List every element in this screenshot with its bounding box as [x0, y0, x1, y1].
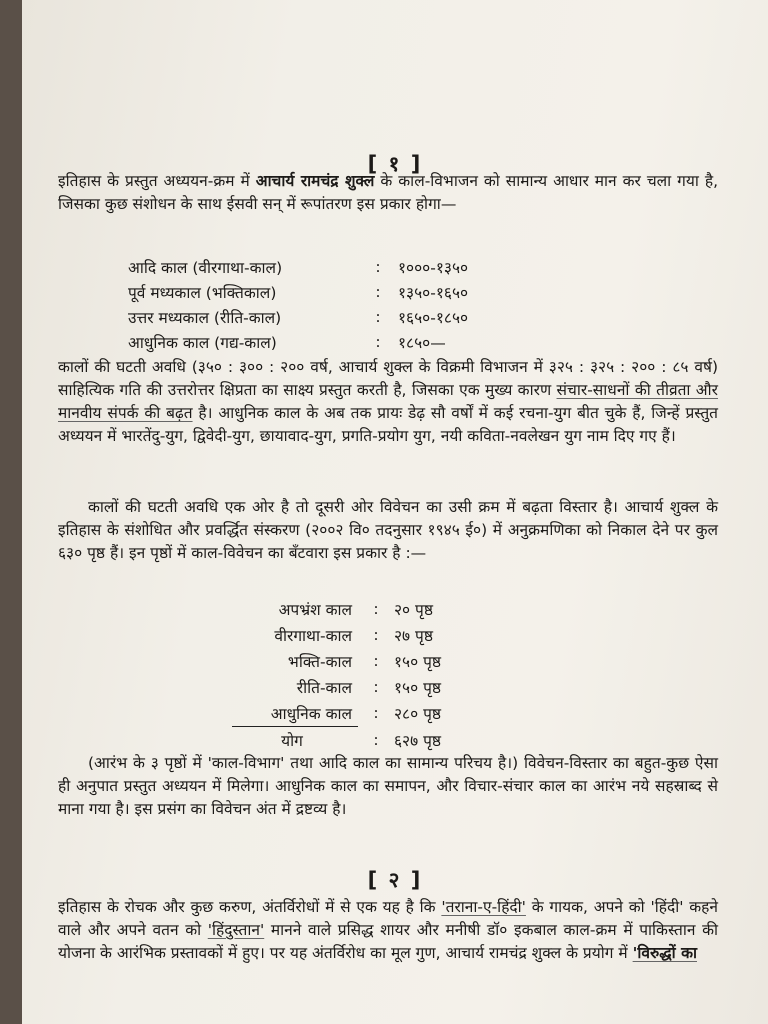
period-duration-paragraph	[58, 356, 718, 448]
total-sep: :	[373, 730, 379, 749]
period-name: आदि काल (वीरगाथा-काल)	[128, 258, 283, 277]
page-row	[232, 700, 494, 727]
intro-text: इतिहास के प्रस्तुत अध्ययन-क्रम में	[58, 172, 256, 190]
era-sep: :	[373, 652, 379, 670]
era-name: रीति-काल	[296, 679, 352, 697]
era-page-count: २० पृष्ठ	[394, 601, 433, 619]
period-row	[128, 254, 518, 279]
page-row	[232, 648, 494, 674]
book-page	[22, 0, 768, 1024]
expansion-paragraph: कालों की घटती अवधि एक ओर है तो दूसरी ओर विवेचन का उसी क्रम में बढ़ता विस्तार है। आचार्य शुक्ल के इतिहास के संशोधित और प्रवर्द्धित संस्करण (२००२ वि० तदनुसार १९४५ ई०) में अनुक्रमणिका को निकाल देने पर कुल ६३० पृष्ठ हैं। इन पृष्ठों में काल-विवेचन का बँटवारा इस प्रकार है :—	[58, 498, 718, 562]
period-row	[128, 304, 518, 329]
page-distribution-table	[232, 596, 494, 753]
era-page-count: १५० पृष्ठ	[394, 653, 442, 671]
period-table	[128, 254, 518, 354]
era-sep: :	[373, 626, 379, 644]
contradiction-text-b: के गायक, अपने को 'हिंदी' कहने वाले और अपने वतन को	[58, 898, 718, 939]
intro-paragraph	[58, 170, 718, 216]
period-range: १०००-१३५०	[398, 258, 469, 277]
era-page-count: २७ पृष्ठ	[394, 627, 433, 645]
total-label: योग	[232, 727, 358, 754]
era-name: वीरगाथा-काल	[274, 627, 352, 645]
period-sep: :	[375, 307, 381, 326]
period-name: उत्तर मध्यकाल (रीति-काल)	[128, 308, 282, 327]
era-sep: :	[373, 678, 379, 696]
era-sep: :	[373, 704, 379, 723]
contradiction-text: इतिहास के रोचक और कुछ करुण, अंतर्विरोधों में से एक यह है कि	[58, 898, 442, 916]
era-page-count: २८० पृष्ठ	[394, 705, 442, 724]
period-range: १६५०-१८५०	[398, 308, 469, 327]
duration-text: कालों की घटती अवधि (३५० : ३०० : २०० वर्ष, आचार्य शुक्ल के विक्रमी विभाजन में ३२५ : ३२५ : २०० : ८५ वर्ष) साहित्यिक गति की उत्तरोत्तर क्षिप्रता का साक्ष्य प्रस्तुत करती है, जिसका एक मुख्य कारण	[58, 358, 718, 399]
duration-text-rest: है। आधुनिक काल के अब तक प्रायः डेढ़ सौ वर्षों में कई रचना-युग बीत चुके हैं, जिन्हें प्रस्तुत अध्ययन में भारतेंदु-युग, द्विवेदी-युग, छायावाद-युग, प्रगति-प्रयोग युग, नयी कविता-नवलेखन युग नाम दिए गए हैं।	[58, 404, 718, 445]
period-range: १३५०-१६५०	[398, 283, 469, 302]
page-row	[232, 596, 494, 622]
page-row	[232, 622, 494, 648]
era-page-count: १५० पृष्ठ	[394, 679, 442, 697]
section-heading-2: [ २ ]	[367, 868, 423, 892]
total-page-count: ६२७ पृष्ठ	[394, 731, 442, 750]
quoted-phrase: 'विरुद्धों का	[632, 944, 697, 962]
period-name: पूर्व मध्यकाल (भक्तिकाल)	[128, 283, 277, 302]
era-name: अपभ्रंश काल	[278, 601, 352, 619]
page-row	[232, 674, 494, 700]
period-row	[128, 329, 518, 354]
contradiction-text-c: मानने वाले प्रसिद्ध शायर और मनीषी डॉ० इकबाल काल-क्रम में पाकिस्तान की योजना के आरंभिक प्रस्तावकों में हुए। पर यह अंतर्विरोध का मूल गुण, आचार्य रामचंद्र शुक्ल के प्रयोग में	[58, 921, 718, 962]
total-row	[232, 727, 494, 754]
section-heading-1: [ १ ]	[367, 152, 423, 176]
period-sep: :	[375, 257, 381, 276]
period-name: आधुनिक काल (गद्य-काल)	[128, 333, 277, 352]
period-row	[128, 279, 518, 304]
period-sep: :	[375, 332, 381, 351]
contradiction-paragraph	[58, 896, 718, 965]
era-name: भक्ति-काल	[287, 653, 352, 671]
era-sep: :	[373, 600, 379, 618]
proportion-paragraph: (आरंभ के ३ पृष्ठों में 'काल-विभाग' तथा आदि काल का सामान्य परिचय है।) विवेचन-विस्तार का बहुत-कुछ ऐसा ही अनुपात प्रस्तुत अध्ययन में मिलेगा। आधुनिक काल का समापन, और विचार-संचार काल का आरंभ नये सहस्राब्द से माना गया है। इस प्रसंग का विवेचन अंत में द्रष्टव्य है।	[58, 754, 718, 818]
author-name: आचार्य रामचंद्र शुक्ल	[255, 172, 375, 190]
intro-text-rest: के काल-विभाजन को सामान्य आधार मान कर चला गया है, जिसका कुछ संशोधन के साथ ईसवी सन् में रूपांतरण इस प्रकार होगा—	[58, 172, 718, 213]
period-sep: :	[375, 282, 381, 301]
period-range: १८५०—	[398, 333, 446, 352]
underlined-phrase: संचार-साधनों की तीव्रता और मानवीय संपर्क की बढ़त	[58, 381, 718, 422]
era-name: आधुनिक काल	[270, 705, 352, 723]
quoted-country: 'हिंदुस्तान'	[207, 921, 265, 939]
quoted-title: 'तराना-ए-हिंदी'	[441, 898, 526, 916]
